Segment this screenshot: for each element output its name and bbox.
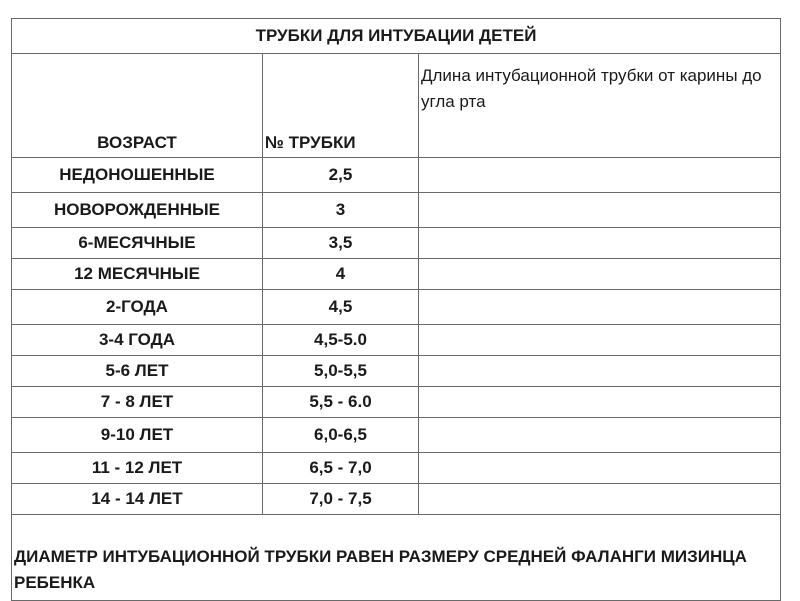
length-cell [419,259,781,290]
table-row [12,356,781,387]
table-row [12,228,781,259]
length-cell [419,453,781,484]
length-cell [419,356,781,387]
tube-cell: 7,0 - 7,5 [263,484,419,515]
tube-cell: 6,5 - 7,0 [263,453,419,484]
length-cell [419,290,781,325]
length-cell [419,158,781,193]
table-row [12,387,781,418]
header-tube-length: Длина интубационной трубки от карины до угла рта [419,54,781,158]
length-cell [419,325,781,356]
age-cell: НОВОРОЖДЕННЫЕ [12,193,263,228]
age-cell: НЕДОНОШЕННЫЕ [12,158,263,193]
tube-cell: 4,5-5.0 [263,325,419,356]
age-cell: 7 - 8 ЛЕТ [12,387,263,418]
table-title: ТРУБКИ ДЛЯ ИНТУБАЦИИ ДЕТЕЙ [12,19,781,54]
note-row [12,515,781,601]
tube-cell: 2,5 [263,158,419,193]
age-cell: 14 - 14 ЛЕТ [12,484,263,515]
table-row [12,453,781,484]
length-cell [419,418,781,453]
table-row [12,325,781,356]
length-cell [419,484,781,515]
table-row [12,484,781,515]
header-age: ВОЗРАСТ [12,54,263,158]
tube-cell: 5,0-5,5 [263,356,419,387]
age-cell: 12 МЕСЯЧНЫЕ [12,259,263,290]
table-row [12,259,781,290]
length-cell [419,228,781,259]
age-cell: 6-МЕСЯЧНЫЕ [12,228,263,259]
table-row [12,193,781,228]
length-cell [419,387,781,418]
age-cell: 3-4 ГОДА [12,325,263,356]
age-cell: 11 - 12 ЛЕТ [12,453,263,484]
length-cell [419,193,781,228]
age-cell: 5-6 ЛЕТ [12,356,263,387]
table-row [12,418,781,453]
table-row [12,290,781,325]
header-tube-number: № ТРУБКИ [263,54,419,158]
table-row [12,158,781,193]
tube-cell: 3,5 [263,228,419,259]
title-row [12,19,781,54]
age-cell: 2-ГОДА [12,290,263,325]
table-body [12,19,781,601]
tube-cell: 6,0-6,5 [263,418,419,453]
tube-cell: 3 [263,193,419,228]
tube-cell: 5,5 - 6.0 [263,387,419,418]
note-text: ДИАМЕТР ИНТУБАЦИОННОЙ ТРУБКИ РАВЕН РАЗМЕРУ СРЕДНЕЙ ФАЛАНГИ МИЗИНЦА РЕБЕНКА [12,515,781,601]
tube-cell: 4,5 [263,290,419,325]
intubation-tube-table [11,18,781,601]
header-row [12,54,781,158]
age-cell: 9-10 ЛЕТ [12,418,263,453]
tube-cell: 4 [263,259,419,290]
